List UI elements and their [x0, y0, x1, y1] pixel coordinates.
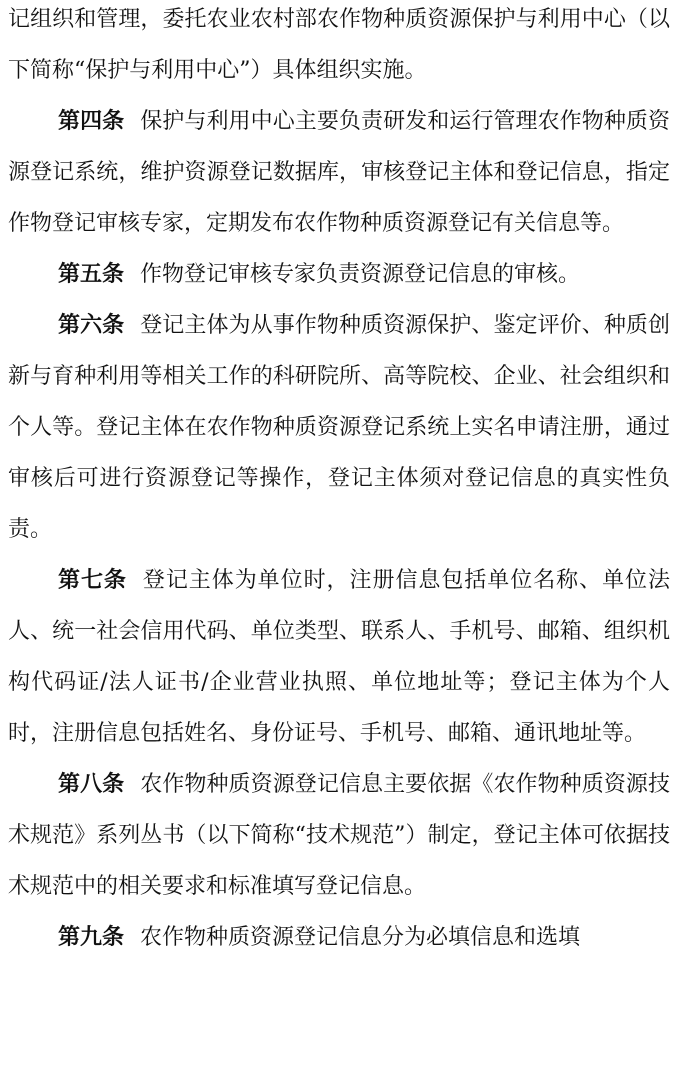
article-label: 第八条: [58, 772, 125, 797]
article-6: [0, 300, 680, 555]
article-8: [0, 759, 680, 912]
article-text: 作物登记审核专家负责资源登记信息的审核。: [140, 262, 581, 287]
article-5: [0, 249, 680, 300]
paragraph-text: 记组织和管理，委托农业农村部农作物种质资源保护与利用中心（以下简称“保护与利用中心”）具体组织实施。: [8, 7, 670, 83]
article-label: 第四条: [58, 109, 125, 134]
article-label: 第六条: [58, 313, 125, 338]
article-text: 登记主体为从事作物种质资源保护、鉴定评价、种质创新与育种利用等相关工作的科研院所、高等院校、企业、社会组织和个人等。登记主体在农作物种质资源登记系统上实名申请注册，通过审核后可进行资源登记等操作，登记主体须对登记信息的真实性负责。: [8, 313, 670, 542]
paragraph-continuation: [0, 0, 680, 96]
article-label: 第五条: [58, 262, 125, 287]
article-label: 第九条: [58, 925, 125, 950]
article-text: 农作物种质资源登记信息主要依据《农作物种质资源技术规范》系列丛书（以下简称“技术规范”）制定，登记主体可依据技术规范中的相关要求和标准填写登记信息。: [8, 772, 670, 899]
article-9: [0, 912, 680, 963]
article-text: 保护与利用中心主要负责研发和运行管理农作物种质资源登记系统，维护资源登记数据库，审核登记主体和登记信息，指定作物登记审核专家，定期发布农作物种质资源登记有关信息等。: [8, 109, 670, 236]
article-text: 登记主体为单位时，注册信息包括单位名称、单位法人、统一社会信用代码、单位类型、联系人、手机号、邮箱、组织机构代码证/法人证书/企业营业执照、单位地址等；登记主体为个人时，注册信息包括姓名、身份证号、手机号、邮箱、通讯地址等。: [8, 568, 670, 746]
article-4: [0, 96, 680, 249]
article-label: 第七条: [58, 568, 127, 593]
article-7: [0, 555, 680, 759]
article-text: 农作物种质资源登记信息分为必填信息和选填: [140, 925, 581, 950]
